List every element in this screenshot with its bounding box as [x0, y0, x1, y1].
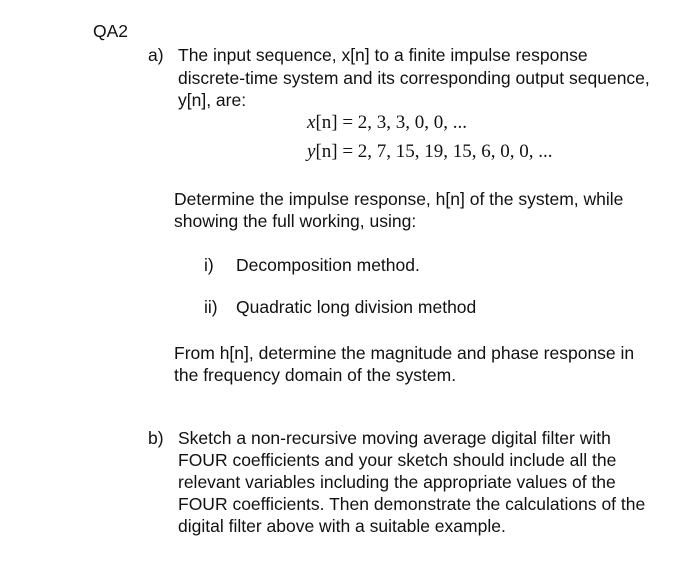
method-1-text: Decomposition method. [236, 255, 420, 275]
equation-x [307, 112, 467, 134]
method-2-text: Quadratic long division method [236, 297, 477, 317]
x-variable: x [307, 112, 316, 133]
task-line-1: Determine the impulse response, h[n] of the system, while [174, 189, 624, 209]
method-2-label: ii) [204, 297, 218, 317]
followup-line-2: the frequency domain of the system. [174, 365, 457, 385]
y-values: = 2, 7, 15, 19, 15, 6, 0, 0, ... [337, 141, 553, 162]
part-b-line-4: FOUR coefficients. Then demonstrate the calculations of the [178, 494, 646, 514]
part-b-line-2: FOUR coefficients and your sketch should include all the [178, 450, 617, 470]
method-1-label: i) [204, 255, 214, 275]
part-a-label: a) [148, 45, 164, 65]
part-b-line-3: relevant variables including the appropriate values of the [178, 472, 616, 492]
followup-line-1: From h[n], determine the magnitude and phase response in [174, 343, 635, 363]
part-a-intro-line-3: y[n], are: [178, 90, 247, 110]
part-a-intro-line-2: discrete-time system and its corresponding output sequence, [178, 68, 650, 88]
y-index: [n] [315, 141, 338, 162]
part-a-intro-line-1: The input sequence, x[n] to a finite impulse response [178, 45, 588, 65]
part-b-label: b) [148, 428, 164, 448]
part-b-line-5: digital filter above with a suitable example. [178, 516, 506, 536]
task-line-2: showing the full working, using: [174, 211, 417, 231]
equation-y [307, 141, 553, 163]
x-index: [n] [315, 112, 338, 133]
question-id: QA2 [93, 21, 129, 41]
y-variable: y [307, 141, 316, 162]
x-values: = 2, 3, 3, 0, 0, ... [337, 112, 468, 133]
part-b-line-1: Sketch a non-recursive moving average digital filter with [178, 428, 611, 448]
